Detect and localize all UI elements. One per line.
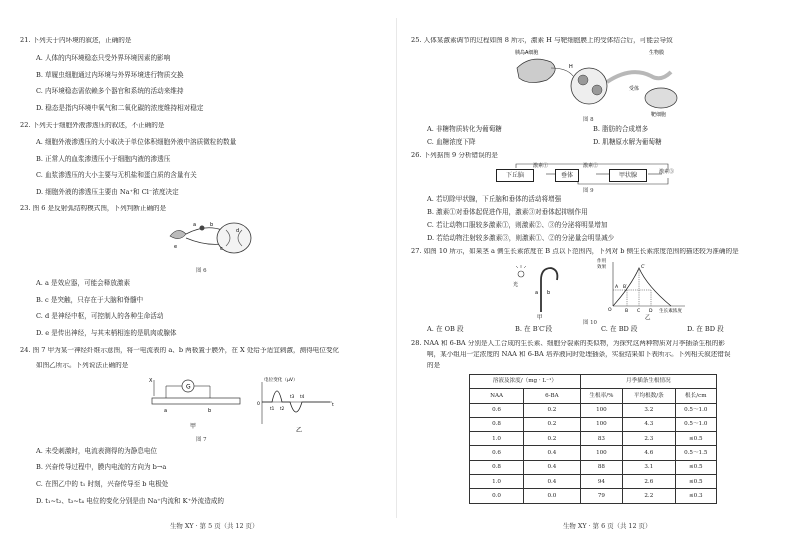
fig8-label-receptor: 受体	[629, 86, 640, 92]
cell: ≤0.5	[675, 432, 716, 446]
q23-option-b: B. c 是突触，只存在于大脑和脊髓中	[36, 296, 144, 304]
page-5	[20, 0, 397, 544]
q21-option-a: A. 人体的内环境稳态只受外界环境因素的影响	[36, 54, 171, 62]
box-pituitary: 垂体	[555, 169, 579, 182]
fig10-caption: 图 10	[583, 320, 597, 326]
q25-option-a: A. 非糖物质转化为葡萄糖	[427, 125, 502, 133]
cell: 100	[580, 403, 622, 417]
table-row	[470, 489, 717, 503]
q28-stem-line2: 响，某小组用一定浓度的 NAA 和 6-BA 培养液同时处理插条，实验结果如下表所示。下列相关叙述错误	[427, 351, 731, 358]
cell: 79	[580, 489, 622, 503]
galvanometer-icon: G	[186, 383, 191, 391]
q24-stem-line1: 24. 图 7 甲为某一神经纤维示意图，将一电流表的 a、b 两极置于膜外，在 X 处给予适宜刺激，测得电位变化	[20, 347, 340, 354]
fig7-label-x: X	[149, 378, 153, 384]
box-thyroid: 甲状腺	[609, 169, 647, 182]
q24-option-b: B. 兴奋传导过程中，膜内电流的方向为 b→a	[36, 463, 167, 471]
q26-option-d: D. 若给动物注射较多激素③，则激素①、②的分泌量会明显减少	[427, 234, 615, 242]
fig10-label-C: C	[637, 309, 641, 314]
fig8-caption: 图 8	[583, 117, 594, 123]
hormone-2-label: 激素②	[583, 163, 599, 169]
cell: 2.2	[623, 489, 675, 503]
fig10-label-B: B	[625, 309, 629, 314]
q26-option-c: C. 若让动物口服较多激素①，则激素②、③的分泌将明显增加	[427, 221, 608, 229]
fig7-ylabel: 电位变化（μV）	[264, 378, 298, 383]
q22-option-c: C. 血浆渗透压的大小主要与无机盐和蛋白质的含量有关	[36, 171, 197, 179]
cell: ≤0.5	[675, 460, 716, 474]
reflex-arc-figure	[160, 216, 260, 264]
q24-option-d: D. t₁~t₂、t₃~t₄ 电位的变化分别是由 Na⁺内流和 K⁺外流造成的	[36, 497, 225, 505]
fig10-ylabel-2: 效果	[597, 265, 607, 270]
fig10-jia-label: 甲	[537, 315, 543, 320]
q24-stem-line2: 如图乙所示。下列说法正确的是	[36, 362, 129, 369]
cell: 100	[580, 417, 622, 431]
fig7-caption: 图 7	[196, 437, 207, 443]
cell: 2.6	[623, 475, 675, 489]
fig10-label-A: A	[615, 285, 619, 290]
q27-option-c: C. 在 BD 段	[601, 325, 638, 333]
fig10-label-B2: B′	[623, 285, 628, 290]
q21-option-d: D. 稳态是指内环境中氧气和二氧化碳的浓度维持相对稳定	[36, 104, 204, 112]
table-header-rooting: 月季插条生根情况	[580, 375, 716, 389]
cell: 4.3	[623, 417, 675, 431]
cell: 0.6	[470, 446, 524, 460]
table-row	[470, 403, 717, 417]
q23-option-a: A. a 是效应器，可能会释放激素	[36, 279, 131, 287]
cell: 0.4	[524, 475, 581, 489]
cell: 0.2	[524, 403, 581, 417]
fig10-label-b: b	[547, 290, 551, 296]
q27-option-d: D. 在 BD 段	[687, 325, 724, 333]
q24-option-a: A. 未受刺激时，电流表测得的为静息电位	[36, 447, 158, 455]
fig10-label-D: D	[649, 309, 653, 314]
col-naa: NAA	[470, 389, 524, 403]
q25-option-b: B. 脂肪的合成增多	[593, 125, 649, 133]
q28-stem-line3: 的是	[427, 362, 441, 369]
fig10-label-C2: C′	[641, 265, 646, 270]
cell: 88	[580, 460, 622, 474]
cell: 1.0	[470, 475, 524, 489]
cell: 0.2	[524, 432, 581, 446]
q22-option-d: D. 细胞外液的渗透压主要由 Na⁺和 Cl⁻浓度决定	[36, 188, 179, 196]
cell: ≤0.5	[675, 475, 716, 489]
fig10-yi-label: 乙	[645, 315, 651, 320]
reflex-label-b: b	[210, 222, 214, 228]
q26-stem: 26. 下列据图 9 分析错误的是	[411, 152, 498, 159]
page-divider	[396, 18, 397, 518]
cell: 0.2	[524, 417, 581, 431]
fig7-t-axis: t	[332, 403, 334, 408]
table-row	[470, 460, 717, 474]
cell: 1.0	[470, 432, 524, 446]
fig8-label-target: 靶细胞	[651, 112, 667, 118]
q23-option-c: C. d 是神经中枢，可控制人的各种生命活动	[36, 312, 164, 320]
col-root-length: 根长/cm	[675, 389, 716, 403]
cell: 0.6	[470, 403, 524, 417]
table-header-solution: 溶液及浓度/（mg · L⁻¹）	[470, 375, 581, 389]
q21-stem: 21. 下列关于内环境的叙述，正确的是	[20, 37, 132, 44]
fig7-jia-label: 甲	[190, 423, 197, 430]
fig10-origin: O	[608, 308, 612, 313]
cell: 2.3	[623, 432, 675, 446]
cell: 0.4	[524, 446, 581, 460]
fig8-label-membrane: 生物膜	[649, 50, 665, 56]
fig10-label-a: a	[535, 290, 539, 296]
cell: 4.6	[623, 446, 675, 460]
nerve-fiber-figure	[140, 376, 340, 434]
q21-option-c: C. 内环境稳态需依赖多个器官和系统的活动来维持	[36, 87, 184, 95]
q21-option-b: B. 草履虫细胞通过内环境与外界环境进行物质交换	[36, 71, 184, 79]
page-6	[411, 0, 788, 544]
fig7-yi-label: 乙	[296, 427, 303, 434]
fig7-label-b: b	[208, 408, 212, 414]
cell: 3.1	[623, 460, 675, 474]
fig9-caption: 图 9	[583, 188, 594, 194]
q22-stem: 22. 下列关于细胞外液渗透压的叙述，不正确的是	[20, 122, 165, 129]
fig7-t2: t2	[280, 406, 285, 411]
q24-option-c: C. 在图乙中的 t₁ 时刻，兴奋传导至 b 电极处	[36, 480, 169, 488]
q22-option-b: B. 正常人的血浆渗透压小于细胞内液的渗透压	[36, 155, 171, 163]
col-rooting-rate: 生根率/%	[580, 389, 622, 403]
table-row	[470, 475, 717, 489]
reflex-label-a: a	[193, 222, 197, 228]
fig7-t4: t4	[300, 394, 305, 399]
reflex-label-e: e	[174, 244, 178, 250]
cell: 0.8	[470, 417, 524, 431]
q22-option-a: A. 细胞外液渗透压的大小取决于单位体积细胞外液中溶质微粒的数量	[36, 138, 237, 146]
box-hypothalamus: 下丘脑	[496, 169, 534, 182]
q23-option-d: D. e 是传出神经，与其末梢相连的是肌肉或腺体	[36, 329, 177, 337]
hormone-1-label: 激素①	[533, 163, 549, 169]
hormone-regulation-figure	[511, 46, 691, 118]
fig10-xlabel: 生长素浓度	[659, 309, 682, 314]
q28-stem-line1: 28. NAA 和 6-BA 分别是人工合成的生长素、细胞分裂素的类似物，为探究这两种物质对月季插条生根的影	[411, 340, 725, 347]
q25-stem: 25. 人体某激素调节的过程如图 8 所示，激素 H 与靶细胞膜上的受体结合后，可能会导致	[411, 37, 673, 44]
cell: 0.0	[470, 489, 524, 503]
col-6ba: 6-BA	[524, 389, 581, 403]
cell: 0.8	[470, 460, 524, 474]
cell: ≤0.3	[675, 489, 716, 503]
fig6-caption: 图 6	[196, 268, 207, 274]
fig7-zero: 0	[257, 402, 260, 407]
q25-option-c: C. 血糖浓度下降	[427, 138, 476, 146]
fig10-sun-label: 光	[513, 282, 519, 288]
cell: 83	[580, 432, 622, 446]
hormone-3-label: 激素③	[659, 169, 675, 175]
q25-option-d: D. 肌糖原水解为葡萄糖	[593, 138, 662, 146]
fig7-label-a: a	[164, 408, 168, 414]
cell: 0.0	[524, 489, 581, 503]
fig10-figure	[511, 256, 711, 320]
fig8-label-h: H	[569, 64, 573, 70]
q26-option-b: B. 激素①对垂体起促进作用，激素③对垂体起抑制作用	[427, 208, 588, 216]
table-row	[470, 432, 717, 446]
cell: 0.5～1.5	[675, 446, 716, 460]
cell: 3.2	[623, 403, 675, 417]
fig7-t1: t1	[270, 406, 275, 411]
reflex-label-d: d	[236, 228, 240, 234]
q27-stem: 27. 如图 10 所示，如果茎 a 侧生长素浓度在 B 点以下范围内，下列对 b 侧生长素浓度范围的描述较为准确的是	[411, 248, 739, 255]
reflex-label-c: c	[220, 246, 223, 252]
q27-option-b: B. 在 B′C′段	[515, 325, 553, 333]
cell: 0.4	[524, 460, 581, 474]
col-avg-roots: 平均根数/条	[623, 389, 675, 403]
rooting-table	[469, 374, 717, 504]
q27-option-a: A. 在 OB 段	[427, 325, 464, 333]
fig10-ylabel-1: 作用	[597, 259, 607, 264]
table-row	[470, 446, 717, 460]
q23-stem: 23. 图 6 是反射弧结构模式图，下列判断正确的是	[20, 205, 167, 212]
cell: 0.5～1.0	[675, 417, 716, 431]
cell: 94	[580, 475, 622, 489]
page-5-footer: 生物 XY · 第 5 页（共 12 页）	[170, 522, 259, 530]
cell: 0.5～1.0	[675, 403, 716, 417]
table-row	[470, 417, 717, 431]
page-6-footer: 生物 XY · 第 6 页（共 12 页）	[563, 522, 652, 530]
fig8-label-alpha-cell: 胰岛A细胞	[515, 50, 539, 56]
fig7-t3: t3	[290, 394, 295, 399]
cell: 100	[580, 446, 622, 460]
q26-option-a: A. 若切除甲状腺，下丘脑和垂体的活动将增强	[427, 195, 562, 203]
